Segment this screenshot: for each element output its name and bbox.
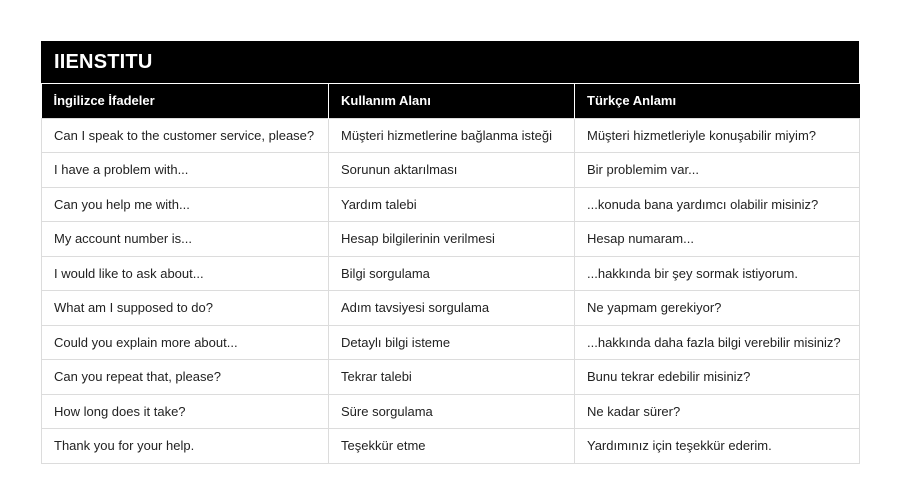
cell-turkish-meaning: Hesap numaram... xyxy=(575,222,860,257)
cell-usage-area: Tekrar talebi xyxy=(329,360,575,395)
cell-turkish-meaning: Bunu tekrar edebilir misiniz? xyxy=(575,360,860,395)
cell-turkish-meaning: Müşteri hizmetleriyle konuşabilir miyim? xyxy=(575,118,860,153)
cell-english-phrase: What am I supposed to do? xyxy=(42,291,329,326)
table-row xyxy=(42,325,860,360)
cell-english-phrase: Thank you for your help. xyxy=(42,429,329,464)
cell-usage-area: Müşteri hizmetlerine bağlanma isteği xyxy=(329,118,575,153)
cell-usage-area: Yardım talebi xyxy=(329,187,575,222)
cell-turkish-meaning: Ne yapmam gerekiyor? xyxy=(575,291,860,326)
cell-turkish-meaning: ...hakkında daha fazla bilgi verebilir misiniz? xyxy=(575,325,860,360)
phrase-table xyxy=(41,84,860,464)
table-row xyxy=(42,256,860,291)
cell-english-phrase: I have a problem with... xyxy=(42,153,329,188)
cell-usage-area: Süre sorgulama xyxy=(329,394,575,429)
brand-header xyxy=(41,41,859,84)
header-row xyxy=(42,84,860,118)
cell-english-phrase: Can you help me with... xyxy=(42,187,329,222)
cell-turkish-meaning: ...konuda bana yardımcı olabilir misiniz? xyxy=(575,187,860,222)
table-row xyxy=(42,291,860,326)
table-body xyxy=(42,118,860,463)
table-row xyxy=(42,187,860,222)
cell-english-phrase: How long does it take? xyxy=(42,394,329,429)
cell-usage-area: Sorunun aktarılması xyxy=(329,153,575,188)
table-row xyxy=(42,429,860,464)
cell-english-phrase: Could you explain more about... xyxy=(42,325,329,360)
table-row xyxy=(42,394,860,429)
table-header xyxy=(42,84,860,118)
cell-english-phrase: Can you repeat that, please? xyxy=(42,360,329,395)
cell-turkish-meaning: Yardımınız için teşekkür ederim. xyxy=(575,429,860,464)
table-row xyxy=(42,360,860,395)
cell-turkish-meaning: Ne kadar sürer? xyxy=(575,394,860,429)
cell-english-phrase: Can I speak to the customer service, please? xyxy=(42,118,329,153)
cell-usage-area: Teşekkür etme xyxy=(329,429,575,464)
cell-usage-area: Adım tavsiyesi sorgulama xyxy=(329,291,575,326)
header-usage-area: Kullanım Alanı xyxy=(329,84,575,118)
cell-turkish-meaning: Bir problemim var... xyxy=(575,153,860,188)
cell-usage-area: Detaylı bilgi isteme xyxy=(329,325,575,360)
table-row xyxy=(42,222,860,257)
cell-english-phrase: I would like to ask about... xyxy=(42,256,329,291)
cell-turkish-meaning: ...hakkında bir şey sormak istiyorum. xyxy=(575,256,860,291)
table-row xyxy=(42,153,860,188)
cell-english-phrase: My account number is... xyxy=(42,222,329,257)
cell-usage-area: Hesap bilgilerinin verilmesi xyxy=(329,222,575,257)
header-turkish-meaning: Türkçe Anlamı xyxy=(575,84,860,118)
header-english-phrases: İngilizce İfadeler xyxy=(42,84,329,118)
brand-title: IIENSTITU xyxy=(54,50,153,73)
phrase-table-card xyxy=(41,41,859,464)
cell-usage-area: Bilgi sorgulama xyxy=(329,256,575,291)
table-row xyxy=(42,118,860,153)
